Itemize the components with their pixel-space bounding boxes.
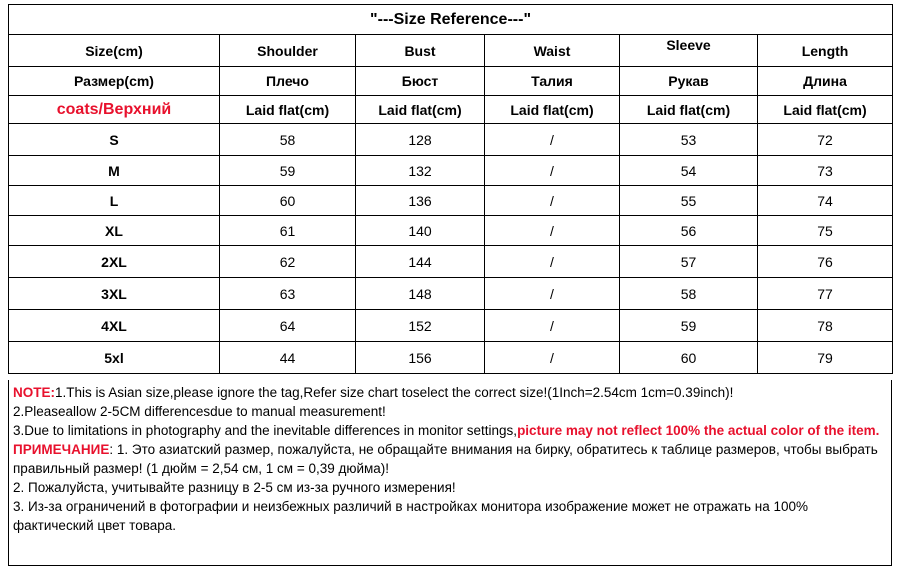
waist-cell: / bbox=[485, 124, 620, 156]
table-title: "---Size Reference---" bbox=[9, 5, 893, 35]
table-row bbox=[9, 156, 893, 186]
header-size-ru: Размер(cm) bbox=[9, 67, 220, 96]
sleeve-cell: 53 bbox=[620, 124, 758, 156]
header-length: Length bbox=[758, 35, 893, 67]
length-cell: 72 bbox=[758, 124, 893, 156]
waist-cell: / bbox=[485, 186, 620, 216]
note-3-warning: picture may not reflect 100% the actual color of the item. bbox=[517, 423, 880, 438]
size-cell: XL bbox=[9, 216, 220, 246]
shoulder-cell: 62 bbox=[220, 246, 356, 278]
table-row bbox=[9, 186, 893, 216]
note-ru-1 bbox=[13, 440, 887, 478]
measure-sleeve: Laid flat(cm) bbox=[620, 96, 758, 124]
size-cell: 4XL bbox=[9, 310, 220, 342]
waist-cell: / bbox=[485, 278, 620, 310]
shoulder-cell: 63 bbox=[220, 278, 356, 310]
measure-length: Laid flat(cm) bbox=[758, 96, 893, 124]
bust-cell: 128 bbox=[356, 124, 485, 156]
bust-cell: 132 bbox=[356, 156, 485, 186]
size-cell: L bbox=[9, 186, 220, 216]
size-cell: M bbox=[9, 156, 220, 186]
bust-cell: 156 bbox=[356, 342, 485, 374]
shoulder-cell: 60 bbox=[220, 186, 356, 216]
shoulder-cell: 44 bbox=[220, 342, 356, 374]
bust-cell: 144 bbox=[356, 246, 485, 278]
sleeve-cell: 58 bbox=[620, 278, 758, 310]
header-shoulder: Shoulder bbox=[220, 35, 356, 67]
header-size: Size(cm) bbox=[9, 35, 220, 67]
header-shoulder-ru: Плечо bbox=[220, 67, 356, 96]
header-row-ru bbox=[9, 67, 893, 96]
shoulder-cell: 61 bbox=[220, 216, 356, 246]
table-row bbox=[9, 278, 893, 310]
header-row-measure bbox=[9, 96, 893, 124]
bust-cell: 152 bbox=[356, 310, 485, 342]
note-3-text: 3.Due to limitations in photography and the inevitable differences in monitor settings, bbox=[13, 423, 518, 438]
note-1 bbox=[13, 383, 887, 402]
note-ru-label: ПРИМЕЧАНИЕ bbox=[13, 442, 110, 457]
shoulder-cell: 58 bbox=[220, 124, 356, 156]
waist-cell: / bbox=[485, 156, 620, 186]
note-1-text: 1.This is Asian size,please ignore the tag,Refer size chart toselect the correct size!(1Inch=2.54cm 1cm=0.39inch)! bbox=[55, 385, 734, 400]
size-reference-table bbox=[8, 4, 893, 374]
waist-cell: / bbox=[485, 342, 620, 374]
header-row-en bbox=[9, 35, 893, 67]
waist-cell: / bbox=[485, 246, 620, 278]
sleeve-cell: 56 bbox=[620, 216, 758, 246]
sleeve-cell: 55 bbox=[620, 186, 758, 216]
table-row bbox=[9, 310, 893, 342]
measure-shoulder: Laid flat(cm) bbox=[220, 96, 356, 124]
bust-cell: 136 bbox=[356, 186, 485, 216]
shoulder-cell: 64 bbox=[220, 310, 356, 342]
size-cell: S bbox=[9, 124, 220, 156]
note-3 bbox=[13, 421, 887, 440]
header-bust-ru: Бюст bbox=[356, 67, 485, 96]
length-cell: 74 bbox=[758, 186, 893, 216]
header-waist-ru: Талия bbox=[485, 67, 620, 96]
measure-waist: Laid flat(cm) bbox=[485, 96, 620, 124]
length-cell: 73 bbox=[758, 156, 893, 186]
table-row bbox=[9, 216, 893, 246]
sleeve-cell: 59 bbox=[620, 310, 758, 342]
size-cell: 5xl bbox=[9, 342, 220, 374]
header-waist: Waist bbox=[485, 35, 620, 67]
size-cell: 3XL bbox=[9, 278, 220, 310]
sleeve-cell: 54 bbox=[620, 156, 758, 186]
table-row bbox=[9, 124, 893, 156]
note-2: 2.Pleaseallow 2-5CM differencesdue to manual measurement! bbox=[13, 404, 386, 419]
note-label: NOTE: bbox=[13, 385, 55, 400]
waist-cell: / bbox=[485, 216, 620, 246]
measure-bust: Laid flat(cm) bbox=[356, 96, 485, 124]
size-cell: 2XL bbox=[9, 246, 220, 278]
length-cell: 76 bbox=[758, 246, 893, 278]
note-ru-1-text: : 1. Это азиатский размер, пожалуйста, не обращайте внимания на бирку, обратитесь к таблице размеров, чтобы выбрать правильный размер! (1 дюйм = 2,54 см, 1 см = 0,39 дюйма)! bbox=[13, 442, 878, 476]
sleeve-cell: 57 bbox=[620, 246, 758, 278]
header-bust: Bust bbox=[356, 35, 485, 67]
notes-section bbox=[8, 380, 892, 566]
header-sleeve-ru: Рукав bbox=[620, 67, 758, 96]
length-cell: 75 bbox=[758, 216, 893, 246]
length-cell: 78 bbox=[758, 310, 893, 342]
shoulder-cell: 59 bbox=[220, 156, 356, 186]
category-label: coats/Верхний bbox=[9, 96, 220, 124]
table-row bbox=[9, 342, 893, 374]
header-length-ru: Длина bbox=[758, 67, 893, 96]
length-cell: 77 bbox=[758, 278, 893, 310]
header-sleeve: Sleeve bbox=[620, 35, 758, 67]
note-ru-2: 2. Пожалуйста, учитывайте разницу в 2-5 см из-за ручного измерения! bbox=[13, 480, 456, 495]
table-row bbox=[9, 246, 893, 278]
bust-cell: 148 bbox=[356, 278, 485, 310]
sleeve-cell: 60 bbox=[620, 342, 758, 374]
note-ru-3: 3. Из-за ограничений в фотографии и неизбежных различий в настройках монитора изображение может не отражать на 100% фактический цвет товара. bbox=[13, 499, 808, 533]
length-cell: 79 bbox=[758, 342, 893, 374]
bust-cell: 140 bbox=[356, 216, 485, 246]
waist-cell: / bbox=[485, 310, 620, 342]
